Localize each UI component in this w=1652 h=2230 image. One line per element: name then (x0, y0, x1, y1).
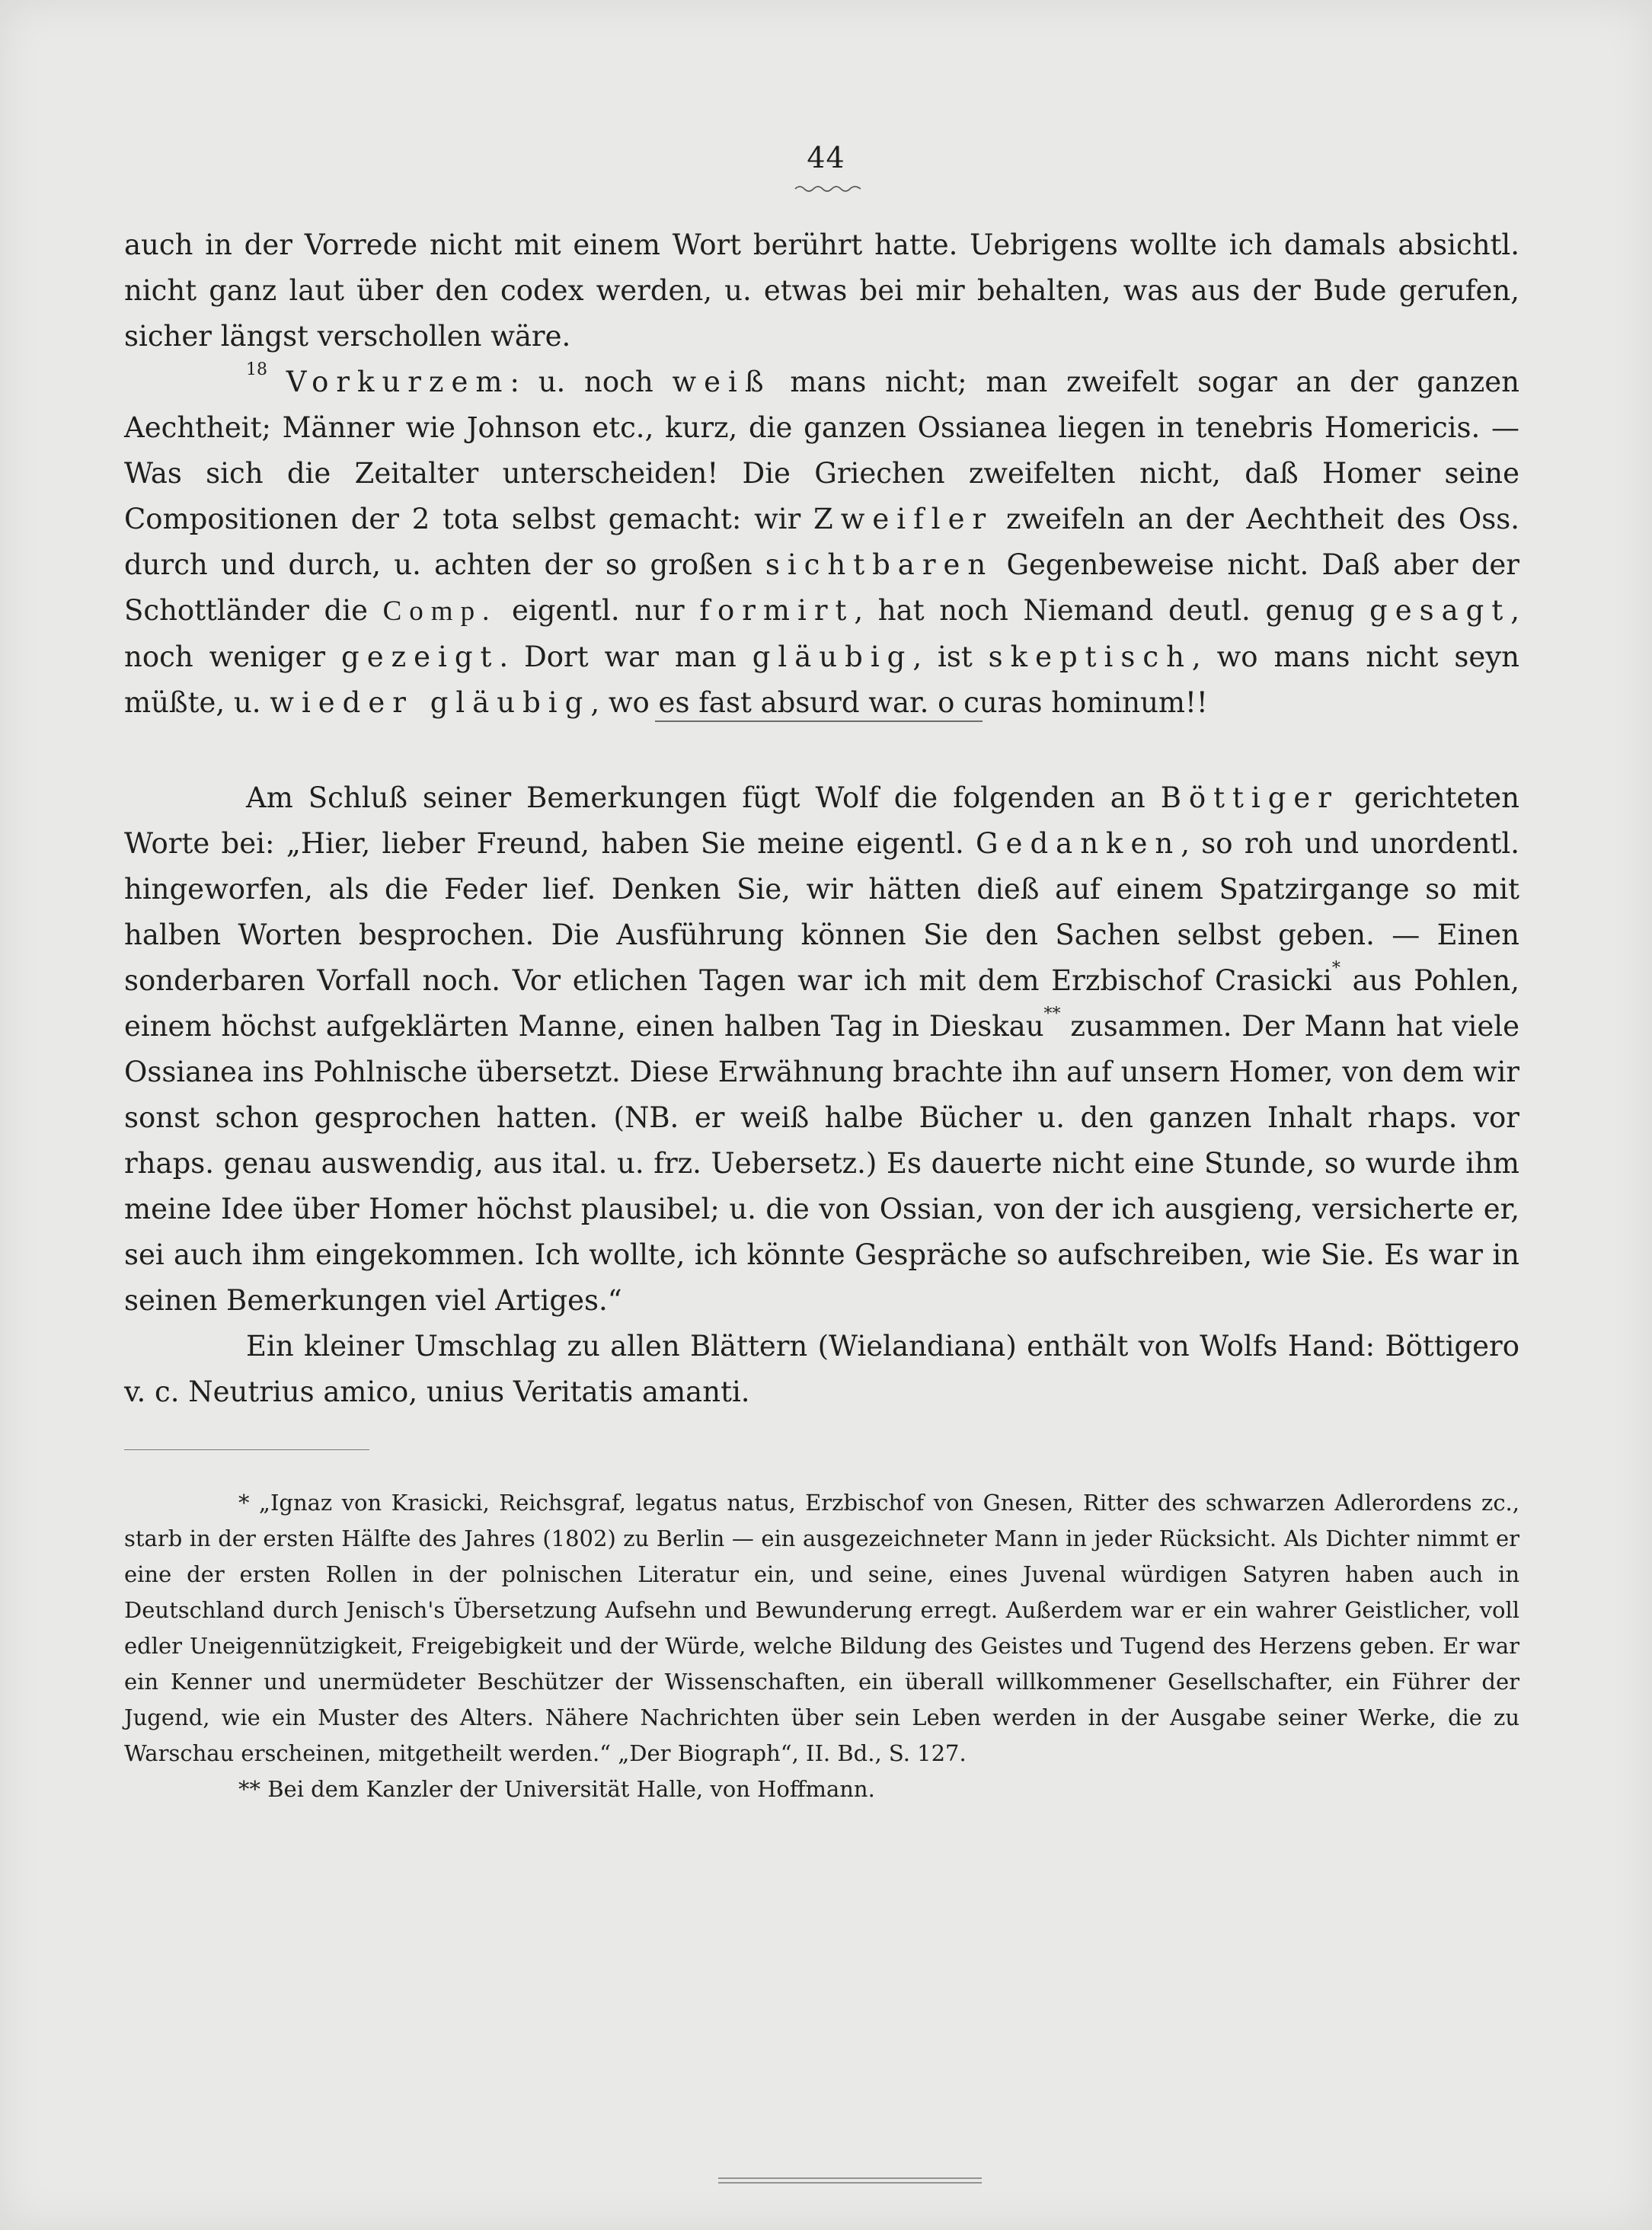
text-run: zusammen. Der Mann hat viele Ossianea ins Pohlnische übersetzt. Diese Erwähnung brachte ihn auf unsern Homer, von dem wir sonst schon gesprochen hatten. (NB. er weiß halbe Bücher u. den ganzen Inhalt rhaps. vor rhaps. genau auswendig, aus ital. u. frz. Uebersetz.) Es dauerte nicht eine Stunde, so wurde ihm meine Idee über Homer höchst plausibel; u. die von Ossian, von der ich ausgieng, versicherte er, sei auch ihm eingekommen. Ich wollte, ich könnte Gespräche so aufschreiben, wie Sie. Es war in seinen Bemerkungen viel Artiges.“ (124, 1010, 1519, 1317)
footnote-1 (124, 1485, 1519, 1772)
footnote-2-marker: ** (238, 1776, 260, 1802)
footnote-2 (124, 1772, 1519, 1807)
footnote-marker: * (1331, 959, 1340, 978)
emphasis-text: skeptisch (988, 641, 1192, 673)
footnote-marker: ** (1043, 1005, 1061, 1024)
text-run: . Dort war man (499, 641, 753, 673)
footnotes-block (124, 1485, 1519, 1807)
text-run: eigentl. nur (497, 594, 700, 627)
page-number: 44 (807, 141, 845, 174)
text-run: Gegenbeweise nicht. Daß aber der Schottländer die (124, 548, 1519, 627)
text-run: , wo es fast absurd war. o curas hominum!! (590, 686, 1208, 719)
emphasis-text: gesagt (1369, 594, 1511, 627)
text-run: zweifeln an der Aechtheit des Oss. durch und durch, u. achten der so großen (124, 503, 1519, 581)
footnote-2-text: Bei dem Kanzler der Universität Halle, von Hoffmann. (267, 1776, 875, 1802)
text-run: aus Pohlen, einem höchst aufgeklärten Manne, einen halben Tag in Dieskau (124, 964, 1519, 1043)
emphasis-text: weiß (672, 366, 772, 398)
text-run: , noch weniger (124, 594, 1519, 673)
footnote-1-text: „Ignaz von Krasicki, Reichsgraf, legatus natus, Erzbischof von Gnesen, Ritter des schwarzen Adlerordens zc., starb in der ersten Hälfte des Jahres (1802) zu Berlin — ein ausgezeichneter Mann in jeder Rücksicht. Als Dichter nimmt er eine der ersten Rollen in der polnischen Literatur ein, und seine, eines Juvenal würdigen Satyren haben auch in Deutschland durch Jenisch's Übersetzung Aufsehn und Bewunderung erregt. Außerdem war er ein wahrer Geistlicher, voll edler Uneigennützigkeit, Freigebigkeit und der Würde, welche Bildung des Geistes und Tugend des Herzens geben. Er war ein Kenner und unermüdeter Beschützer der Wissenschaften, ein überall willkommener Gesellschafter, ein Führer der Jugend, wie ein Muster des Alters. Nähere Nachrichten über sein Leben werden in der Ausgabe seiner Werke, die zu Warschau erscheinen, mitgetheilt werden.“ „Der Biograph“, II. Bd., S. 127. (124, 1490, 1519, 1766)
text-run: : u. noch (510, 366, 673, 398)
emphasis-text: wieder gläubig (270, 686, 591, 719)
text-run: gerichteten Worte bei: „Hier, lieber Freund, haben Sie meine eigentl. (124, 781, 1520, 860)
emphasis-text: Comp. (382, 596, 497, 627)
paragraph-continuation: auch in der Vorrede nicht mit einem Wort berührt hatte. Uebrigens wollte ich damals absichtl. nicht ganz laut über den codex werden, u. etwas bei mir behalten, was aus der Bude gerufen, sicher längst verschollen wäre. (124, 228, 1519, 353)
paragraph-final: Ein kleiner Umschlag zu allen Blättern (Wielandiana) enthält von Wolfs Hand: Böttigero v. c. Neutrius amico, unius Veritatis amanti. (124, 1330, 1519, 1408)
emphasis-text: gläubig (752, 641, 913, 673)
text-run: , ist (912, 641, 989, 673)
paragraph-main (124, 775, 1519, 1324)
emphasis-text: formirt (699, 594, 855, 627)
note-number: 18 (246, 360, 267, 379)
main-text-block (124, 775, 1519, 1415)
text-run: , wo mans nicht seyn müßte, u. (124, 641, 1519, 719)
emphasis-text: Gedanken (976, 827, 1181, 860)
text-run: Am Schluß seiner Bemerkungen fügt Wolf die folgenden an (246, 781, 1161, 814)
emphasis-lead: Vorkurzem (286, 366, 510, 398)
section-divider (655, 720, 983, 722)
footnote-1-marker: * (238, 1490, 250, 1516)
text-run: , hat noch Niemand deutl. genug (854, 594, 1370, 627)
emphasis-text: gezeigt (341, 641, 500, 673)
page-number-ornament (794, 183, 862, 193)
end-double-rule (718, 2177, 982, 2184)
paragraph-note-18 (124, 359, 1519, 726)
emphasis-text: Zweifler (813, 503, 994, 535)
top-notes-block (124, 222, 1519, 726)
emphasis-text: sichtbaren (765, 548, 994, 581)
text-run: mans nicht; man zweifelt sogar an der ganzen Aechtheit; Männer wie Johnson etc., kurz, die ganzen Ossianea liegen in tenebris Homericis. — Was sich die Zeitalter unterscheiden! Die Griechen zweifelten nicht, daß Homer seine Compositionen der 2 tota selbst gemacht: wir (124, 366, 1519, 535)
footnote-rule (124, 1449, 369, 1450)
text-run: , so roh und unordentl. hingeworfen, als die Feder lief. Denken Sie, wir hätten dieß auf einem Spatzirgange so mit halben Worten besprochen. Die Ausführung können Sie den Sachen selbst geben. — Einen sonderbaren Vorfall noch. Vor etlichen Tagen war ich mit dem Erzbischof Crasicki (124, 827, 1520, 997)
emphasis-text: Böttiger (1160, 781, 1339, 814)
